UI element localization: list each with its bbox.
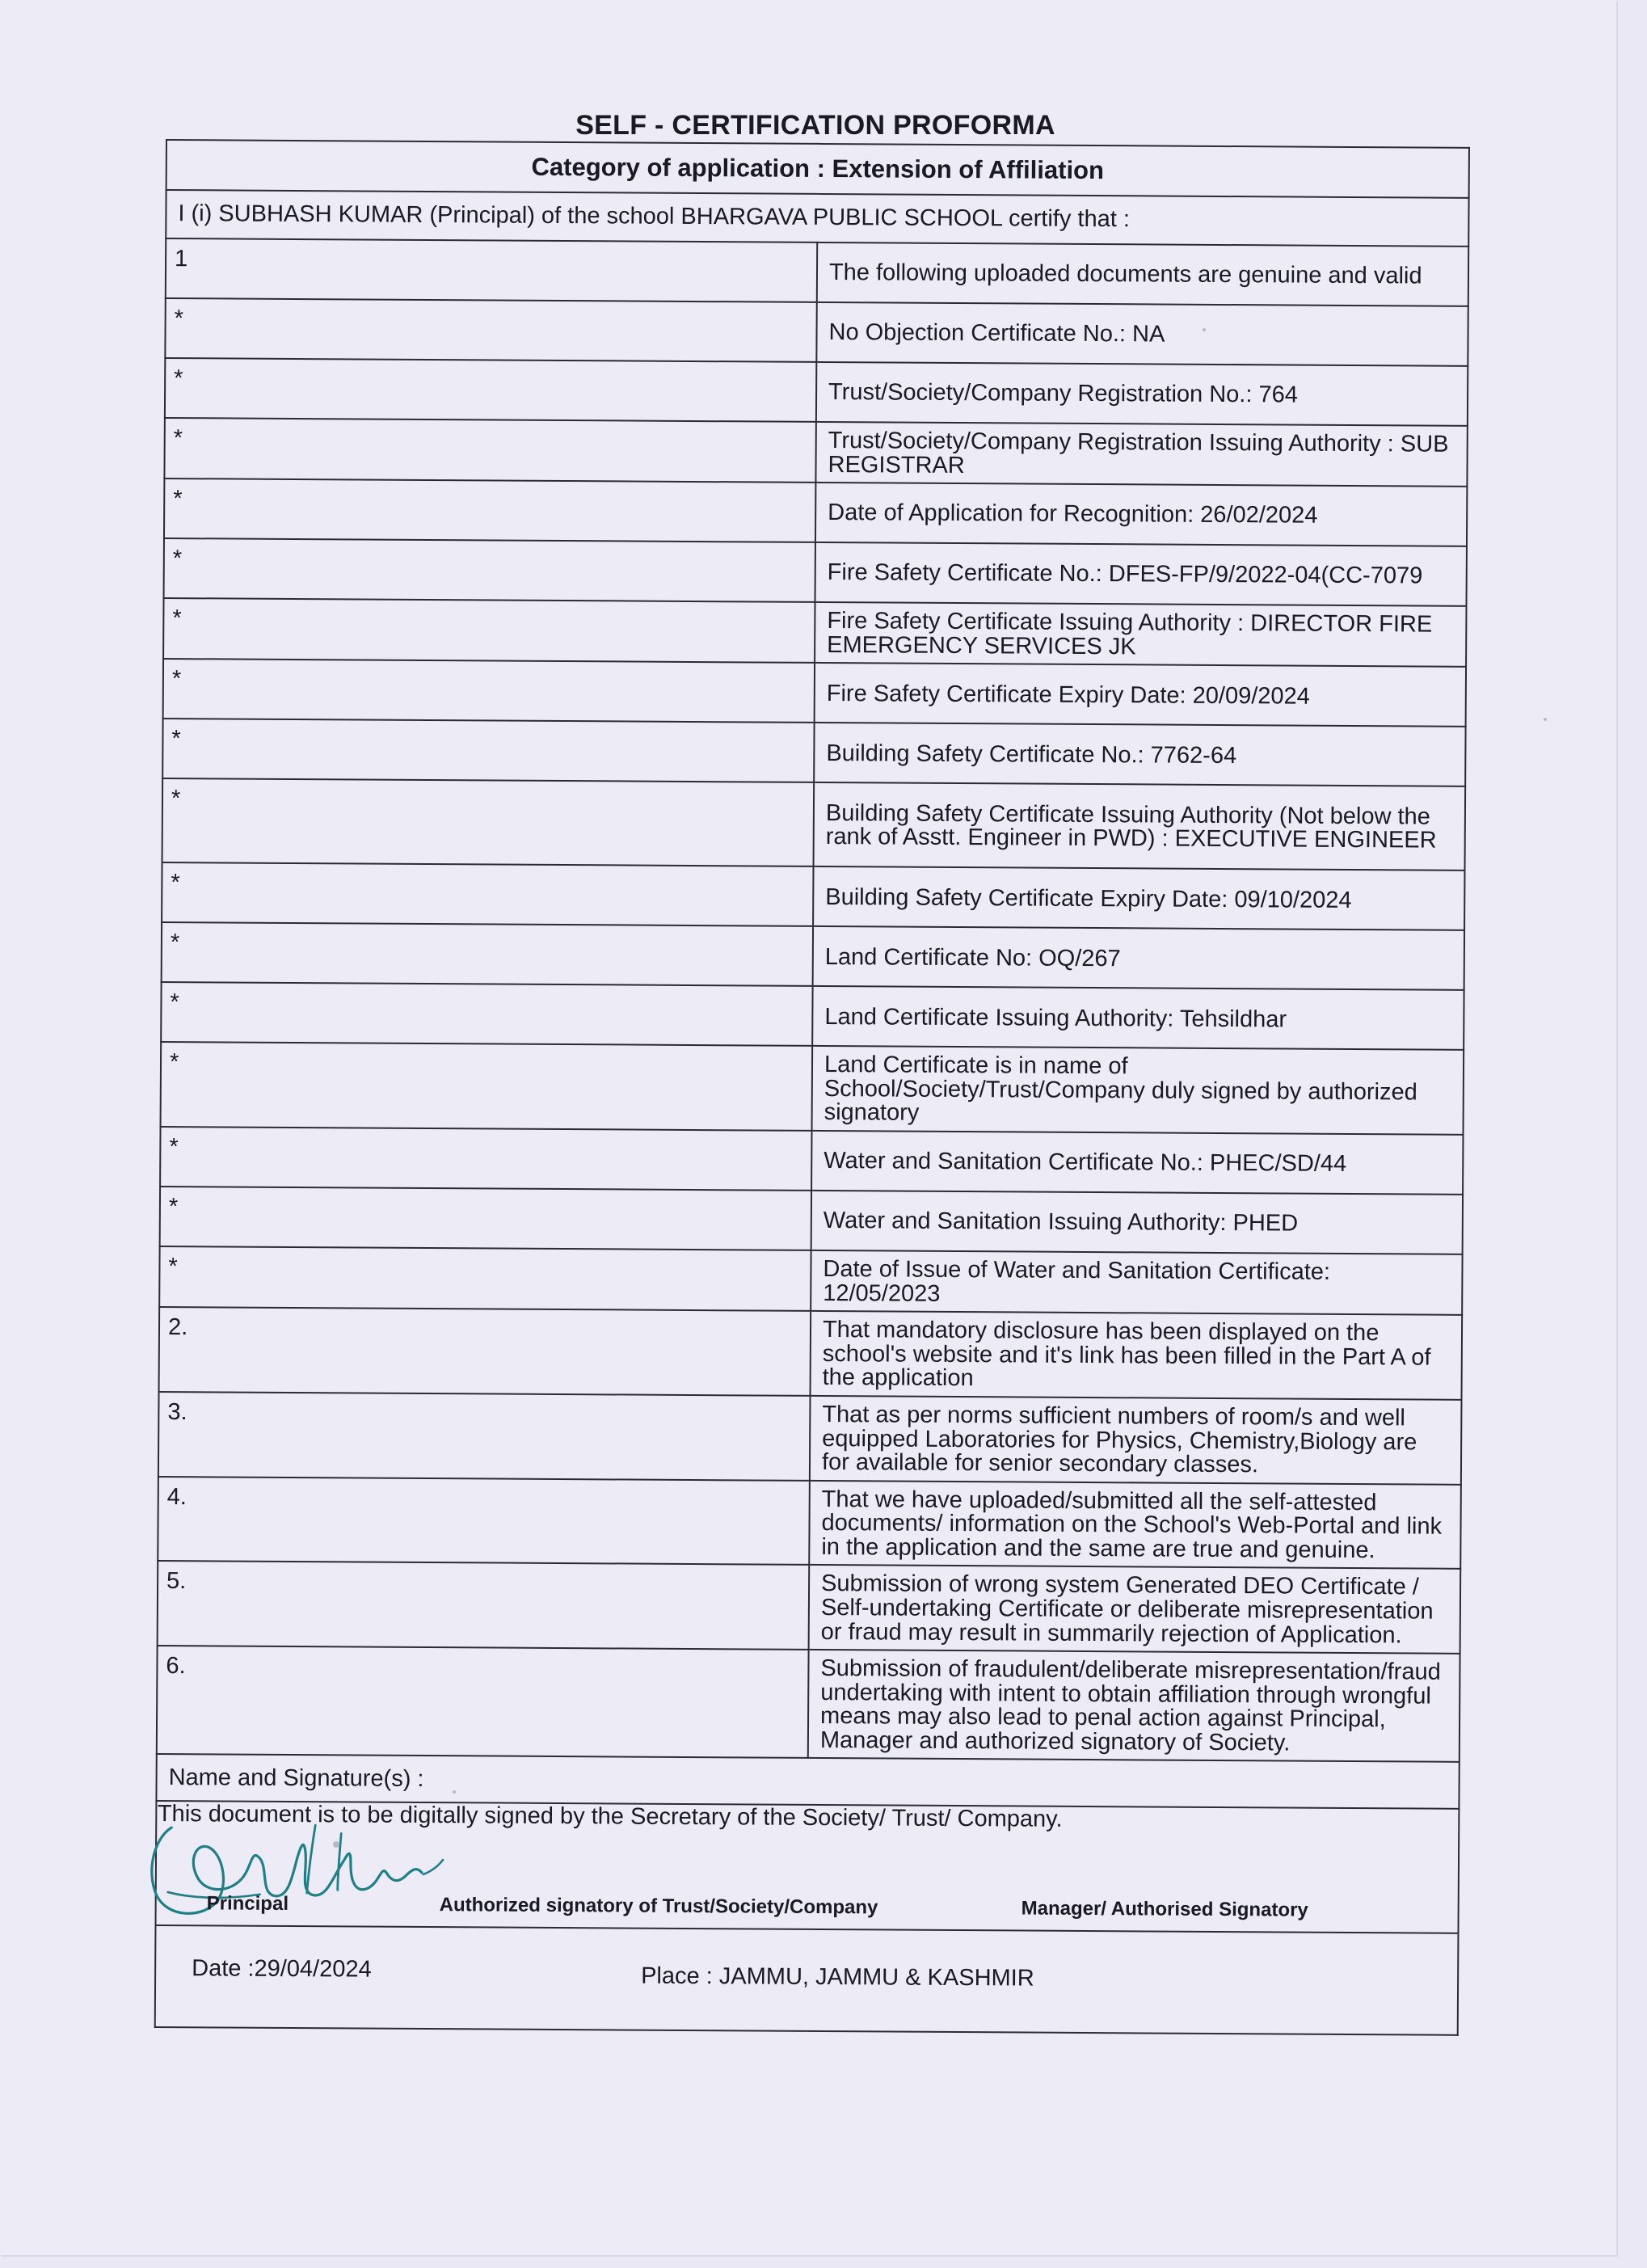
item-text: Land Certificate is in name of School/Society/Trust/Company duly signed by authorized signatory <box>812 1046 1464 1135</box>
list-item <box>162 719 1465 786</box>
certification-intro: I (i) SUBHASH KUMAR (Principal) of the school BHARGAVA PUBLIC SCHOOL certify that : <box>166 190 1468 247</box>
category-of-application: Category of application : Extension of Affiliation <box>166 140 1469 198</box>
item-marker: * <box>163 659 815 723</box>
item-text: Building Safety Certificate No.: 7762-64 <box>814 723 1465 786</box>
intro-row <box>166 190 1468 247</box>
category-row <box>166 140 1469 198</box>
list-item <box>165 358 1468 426</box>
item-marker: * <box>160 1187 811 1250</box>
list-item <box>161 1042 1464 1135</box>
item-text: Submission of fraudulent/deliberate misrepresentation/fraud undertaking with intent to obtain affiliation through wrongful means may also lead to penal action against Principal, Manager and authorized signatory of Society. <box>808 1650 1460 1762</box>
item-text: Trust/Society/Company Registration Issuing Authority : SUB REGISTRAR <box>815 422 1467 487</box>
list-item <box>160 1187 1463 1254</box>
item-marker: 4. <box>158 1477 810 1566</box>
item-marker: * <box>163 598 815 663</box>
item-text: Water and Sanitation Certificate No.: PHEC/SD/44 <box>811 1131 1463 1195</box>
manager-signatory-label: Manager/ Authorised Signatory <box>1021 1897 1308 1921</box>
item-text: Submission of wrong system Generated DEO Certificate / Self-undertaking Certificate or deliberate misrepresentation or fraud may result in summarily rejection of Application. <box>809 1565 1461 1654</box>
item-text: Fire Safety Certificate Expiry Date: 20/09/2024 <box>815 663 1466 727</box>
list-item <box>162 862 1464 930</box>
list-item <box>162 922 1464 990</box>
paper-speck <box>453 1790 456 1794</box>
item-marker: * <box>161 982 812 1046</box>
item-text: Land Certificate No: OQ/267 <box>813 926 1464 990</box>
list-item <box>162 778 1466 871</box>
list-item <box>164 418 1467 487</box>
item-marker: 5. <box>158 1561 810 1650</box>
paper-speck <box>1203 328 1206 331</box>
date-place-row <box>155 1925 1459 2035</box>
item-text: Fire Safety Certificate Issuing Authority : DIRECTOR FIRE EMERGENCY SERVICES JK <box>815 602 1466 667</box>
item-text: The following uploaded documents are genuine and valid <box>817 242 1468 306</box>
item-text: That as per norms sufficient numbers of room/s and well equipped Laboratories for Physics, Chemistry,Biology are for available for senior secondary classes. <box>810 1396 1462 1485</box>
item-marker: * <box>162 778 815 866</box>
item-marker: * <box>164 418 815 483</box>
item-marker: * <box>165 358 816 422</box>
list-item <box>157 1646 1460 1762</box>
list-item <box>165 298 1468 366</box>
date-place-block <box>156 1926 1458 2034</box>
item-marker: * <box>164 478 815 542</box>
list-item <box>161 982 1464 1050</box>
item-marker: * <box>162 922 813 986</box>
certification-date: Date :29/04/2024 <box>192 1955 372 1983</box>
item-marker: 2. <box>159 1307 811 1396</box>
principal-label: Principal <box>206 1892 289 1915</box>
document-title: SELF - CERTIFICATION PROFORMA <box>575 110 1055 141</box>
trust-signatory-label: Authorized signatory of Trust/Society/Company <box>439 1894 878 1919</box>
item-text: Date of Issue of Water and Sanitation Certificate: 12/05/2023 <box>811 1250 1462 1315</box>
item-text: Fire Safety Certificate No.: DFES-FP/9/2022-04(CC-7079 <box>815 542 1467 606</box>
item-marker: * <box>162 719 814 782</box>
item-marker: * <box>161 1042 813 1131</box>
item-text: Water and Sanitation Issuing Authority: PHED <box>811 1191 1463 1254</box>
item-text: That mandatory disclosure has been displayed on the school's website and it's link has been filled in the Part A of the application <box>811 1311 1463 1400</box>
item-text: No Objection Certificate No.: NA <box>816 302 1468 366</box>
item-marker: 6. <box>157 1646 809 1758</box>
item-marker: 3. <box>158 1392 811 1481</box>
list-item <box>158 1392 1462 1485</box>
item-marker: * <box>164 538 815 602</box>
item-text: Building Safety Certificate Issuing Authority (Not below the rank of Asstt. Engineer in PWD) : EXECUTIVE ENGINEER <box>814 782 1466 871</box>
paper-speck <box>1544 718 1547 721</box>
list-item <box>163 598 1466 667</box>
signature-heading: Name and Signature(s) : <box>156 1754 1459 1809</box>
paper-speck <box>333 1841 339 1848</box>
item-text: Trust/Society/Company Registration No.: 764 <box>816 362 1468 426</box>
list-item <box>159 1307 1463 1400</box>
item-marker: * <box>159 1246 811 1311</box>
signature-heading-row <box>156 1754 1459 1809</box>
certification-table <box>154 139 1470 2036</box>
item-text: Date of Application for Recognition: 26/02/2024 <box>815 483 1467 546</box>
item-marker: * <box>160 1127 811 1191</box>
item-marker: * <box>165 298 816 362</box>
certification-place: Place : JAMMU, JAMMU & KASHMIR <box>641 1963 1034 1992</box>
list-item <box>164 538 1467 606</box>
item-text: Land Certificate Issuing Authority: Tehsildhar <box>812 986 1464 1050</box>
list-item <box>159 1246 1462 1315</box>
date-place-cell <box>155 1925 1459 2035</box>
item-text: That we have uploaded/submitted all the self-attested documents/ information on the School's Web-Portal and link in the application and the same are true and genuine. <box>809 1481 1461 1570</box>
item-marker: * <box>162 862 813 926</box>
item-text: Building Safety Certificate Expiry Date: 09/10/2024 <box>813 866 1464 930</box>
list-item <box>163 659 1466 727</box>
list-item <box>158 1477 1461 1570</box>
list-item <box>160 1127 1463 1195</box>
footer-note: This document is to be digitally signed by the Secretary of the Society/ Trust/ Company. <box>157 1801 1063 1832</box>
list-item <box>166 238 1468 306</box>
item-marker: 1 <box>166 238 817 302</box>
list-item <box>158 1561 1461 1654</box>
list-item <box>164 478 1467 546</box>
